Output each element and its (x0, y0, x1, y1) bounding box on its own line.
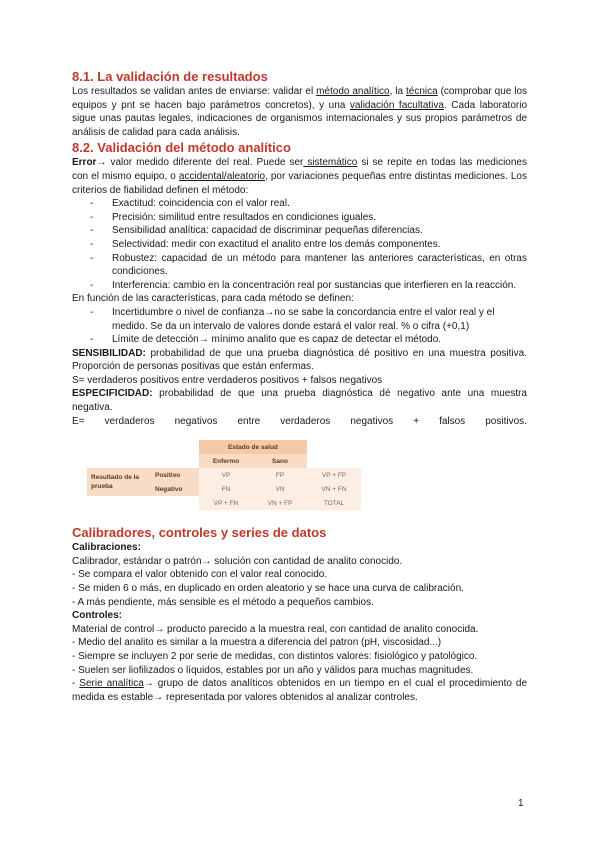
function-list (72, 306, 527, 347)
text: . Cada laboratorio sigue unas pautas legales, indicaciones de organismos internacionales y sus propios parámetros de análisis de calidad para cada análisis. (72, 99, 528, 138)
section-title-calibradores: Calibradores, controles y series de datos (72, 525, 327, 541)
page-number: 1 (518, 798, 524, 809)
text: si se repite en todas las mediciones con el mismo equipo, o (72, 157, 527, 182)
text: → valor medido diferente del real. Puede ser (96, 157, 304, 169)
table-cell-blank (307, 440, 361, 454)
word: falsos (439, 415, 466, 427)
heading-text: Calibraciones: (72, 542, 141, 554)
line: - Suelen ser liofilizados o líquidos, estables por un año y válidos para muchas magnitudes. (72, 664, 474, 676)
text: probabilidad de que una prueba diagnóstica dé negativo ante una muestra negativa. (72, 388, 527, 414)
list-item: - Selectividad: medir con exactitud el analito entre los demás componentes. (102, 238, 527, 252)
subheading-calibraciones (72, 541, 527, 555)
table-cell-blank (87, 496, 151, 510)
table-cell-blank (87, 454, 151, 468)
line: - Se compara el valor obtenido con el valor real conocido. (72, 569, 328, 581)
list-item: - Límite de detección→ mínimo analito que es capaz de detectar el método. (102, 333, 527, 347)
table-row-negativo: Negativo (151, 482, 199, 496)
subheading-controles (72, 609, 527, 623)
term-especificidad: ESPECIFICIDAD: (72, 388, 153, 400)
contingency-table (87, 440, 361, 510)
text: Los resultados se validan antes de enviarse: validar el (72, 86, 317, 97)
table-cell-blank (151, 496, 199, 510)
word: E= (72, 415, 85, 427)
link-metodo-analitico: método analítico (316, 86, 390, 97)
formula-especificidad (72, 415, 527, 429)
table-cell: VN (253, 482, 307, 496)
table-cell: VN + FP (253, 496, 307, 510)
formula-sensibilidad: S= verdaderos positivos entre verdaderos positivos + falsos negativos (72, 374, 383, 386)
paragraph-validacion (72, 85, 527, 139)
table-col-sano: Sano (253, 454, 307, 468)
word: verdaderos (104, 415, 155, 427)
line: - Siempre se incluyen 2 por serie de medidas, con distintos valores: fisiológico y patológico. (72, 651, 478, 662)
table-cell-blank (87, 440, 151, 454)
table-header-estado: Estado de salud (199, 440, 307, 454)
table-row-positivo: Positivo (151, 468, 199, 482)
table-cell-blank (307, 454, 361, 468)
text: → grupo de datos analíticos obtenidos en un tiempo en el cual el procedimiento de medida es estable→ representada por valores obtenidos al analizar controles. (72, 678, 528, 703)
table-cell: FN (199, 482, 253, 496)
line: Calibrador, estándar o patrón→ solución con cantidad de analito conocido. (72, 555, 403, 567)
table-cell-blank (151, 440, 199, 454)
list-item: - Sensibilidad analítica: capacidad de discriminar pequeñas diferencias. (102, 224, 527, 238)
table-row-label: Resultado de la prueba (87, 468, 151, 496)
list-item: - Robustez: capacidad de un método para mantener las anteriores características, en otras condiciones. (102, 252, 527, 279)
term-accidental: accidental/aleatorio (178, 170, 266, 182)
paragraph-serie-analitica (72, 677, 527, 704)
line: - Se miden 6 o más, en duplicado en orden aleatorio y se hace una curva de calibración. (72, 583, 464, 595)
line: Material de control→ producto parecido a la muestra real, con cantidad de analito conocida. (72, 623, 479, 635)
section-title-validacion-metodo: 8.2. Validación del método analítico (72, 140, 291, 156)
link-tecnica: técnica (406, 86, 438, 97)
table-cell: FP (253, 468, 307, 482)
table-cell: VP + FN (199, 496, 253, 510)
text: - (72, 678, 80, 690)
list-item: - Interferencia: cambio en la concentración real por sustancias que interfieren en la reacción. (102, 279, 527, 293)
text: , la (389, 86, 406, 97)
heading-text: Controles: (72, 610, 122, 622)
table-cell: VP + FP (307, 468, 361, 482)
section-title-validacion-resultados: 8.1. La validación de resultados (72, 69, 268, 84)
word: + (413, 415, 420, 427)
table-cell: VN + FN (307, 482, 361, 496)
term-sistematico: sistemático (303, 157, 358, 169)
word: positivos. (485, 415, 527, 427)
term-error: Error (72, 157, 97, 169)
table-cell-blank (151, 454, 199, 468)
line: - A más pendiente, más sensible es el método a pequeños cambios. (72, 596, 374, 608)
line: - Medio del analito es similar a la muestra a diferencia del patron (pH, viscosidad...) (72, 637, 442, 649)
list-item: - Precisión: similitud entre resultados en condiciones iguales. (102, 211, 527, 225)
text: (comprobar que los equipos y pnt se hacen bajo parámetros concretos), y una (72, 86, 528, 111)
list-item: - Exactitud: coincidencia con el valor real. (102, 197, 527, 211)
criteria-list (72, 197, 527, 292)
text: probabilidad de que una prueba diagnóstica dé positivo en una muestra positiva. Proporción de personas positivas que están enfermas. (72, 347, 527, 373)
word: negativos (350, 415, 394, 427)
word: verdaderos (280, 415, 331, 427)
paragraph-error (72, 156, 527, 197)
link-validacion-facultativa: validación facultativa (349, 99, 444, 111)
paragraph-especificidad (72, 387, 527, 414)
paragraph-funcion: En función de las características, para cada método se definen: (72, 293, 354, 305)
word: negativos (174, 415, 218, 427)
term-serie-analitica: Serie analítica (79, 678, 144, 690)
table-cell-total: TOTAL (307, 496, 361, 510)
table-cell: VP (199, 468, 253, 482)
word: entre (237, 415, 261, 427)
list-item: - Incertidumbre o nivel de confianza→no se sabe la concordancia entre el valor real y el medido. Se da un intervalo de valores donde estará el valor real. % o cifra (+0,1) (102, 306, 527, 333)
document-page (72, 68, 527, 704)
text: , por variaciones pequeñas entre distintas mediciones. Los criterios de fiabilidad definen el método: (72, 170, 527, 196)
paragraph-sensibilidad (72, 347, 527, 374)
term-sensibilidad: SENSIBILIDAD: (72, 347, 146, 359)
table-col-enfermo: Enfermo (199, 454, 253, 468)
